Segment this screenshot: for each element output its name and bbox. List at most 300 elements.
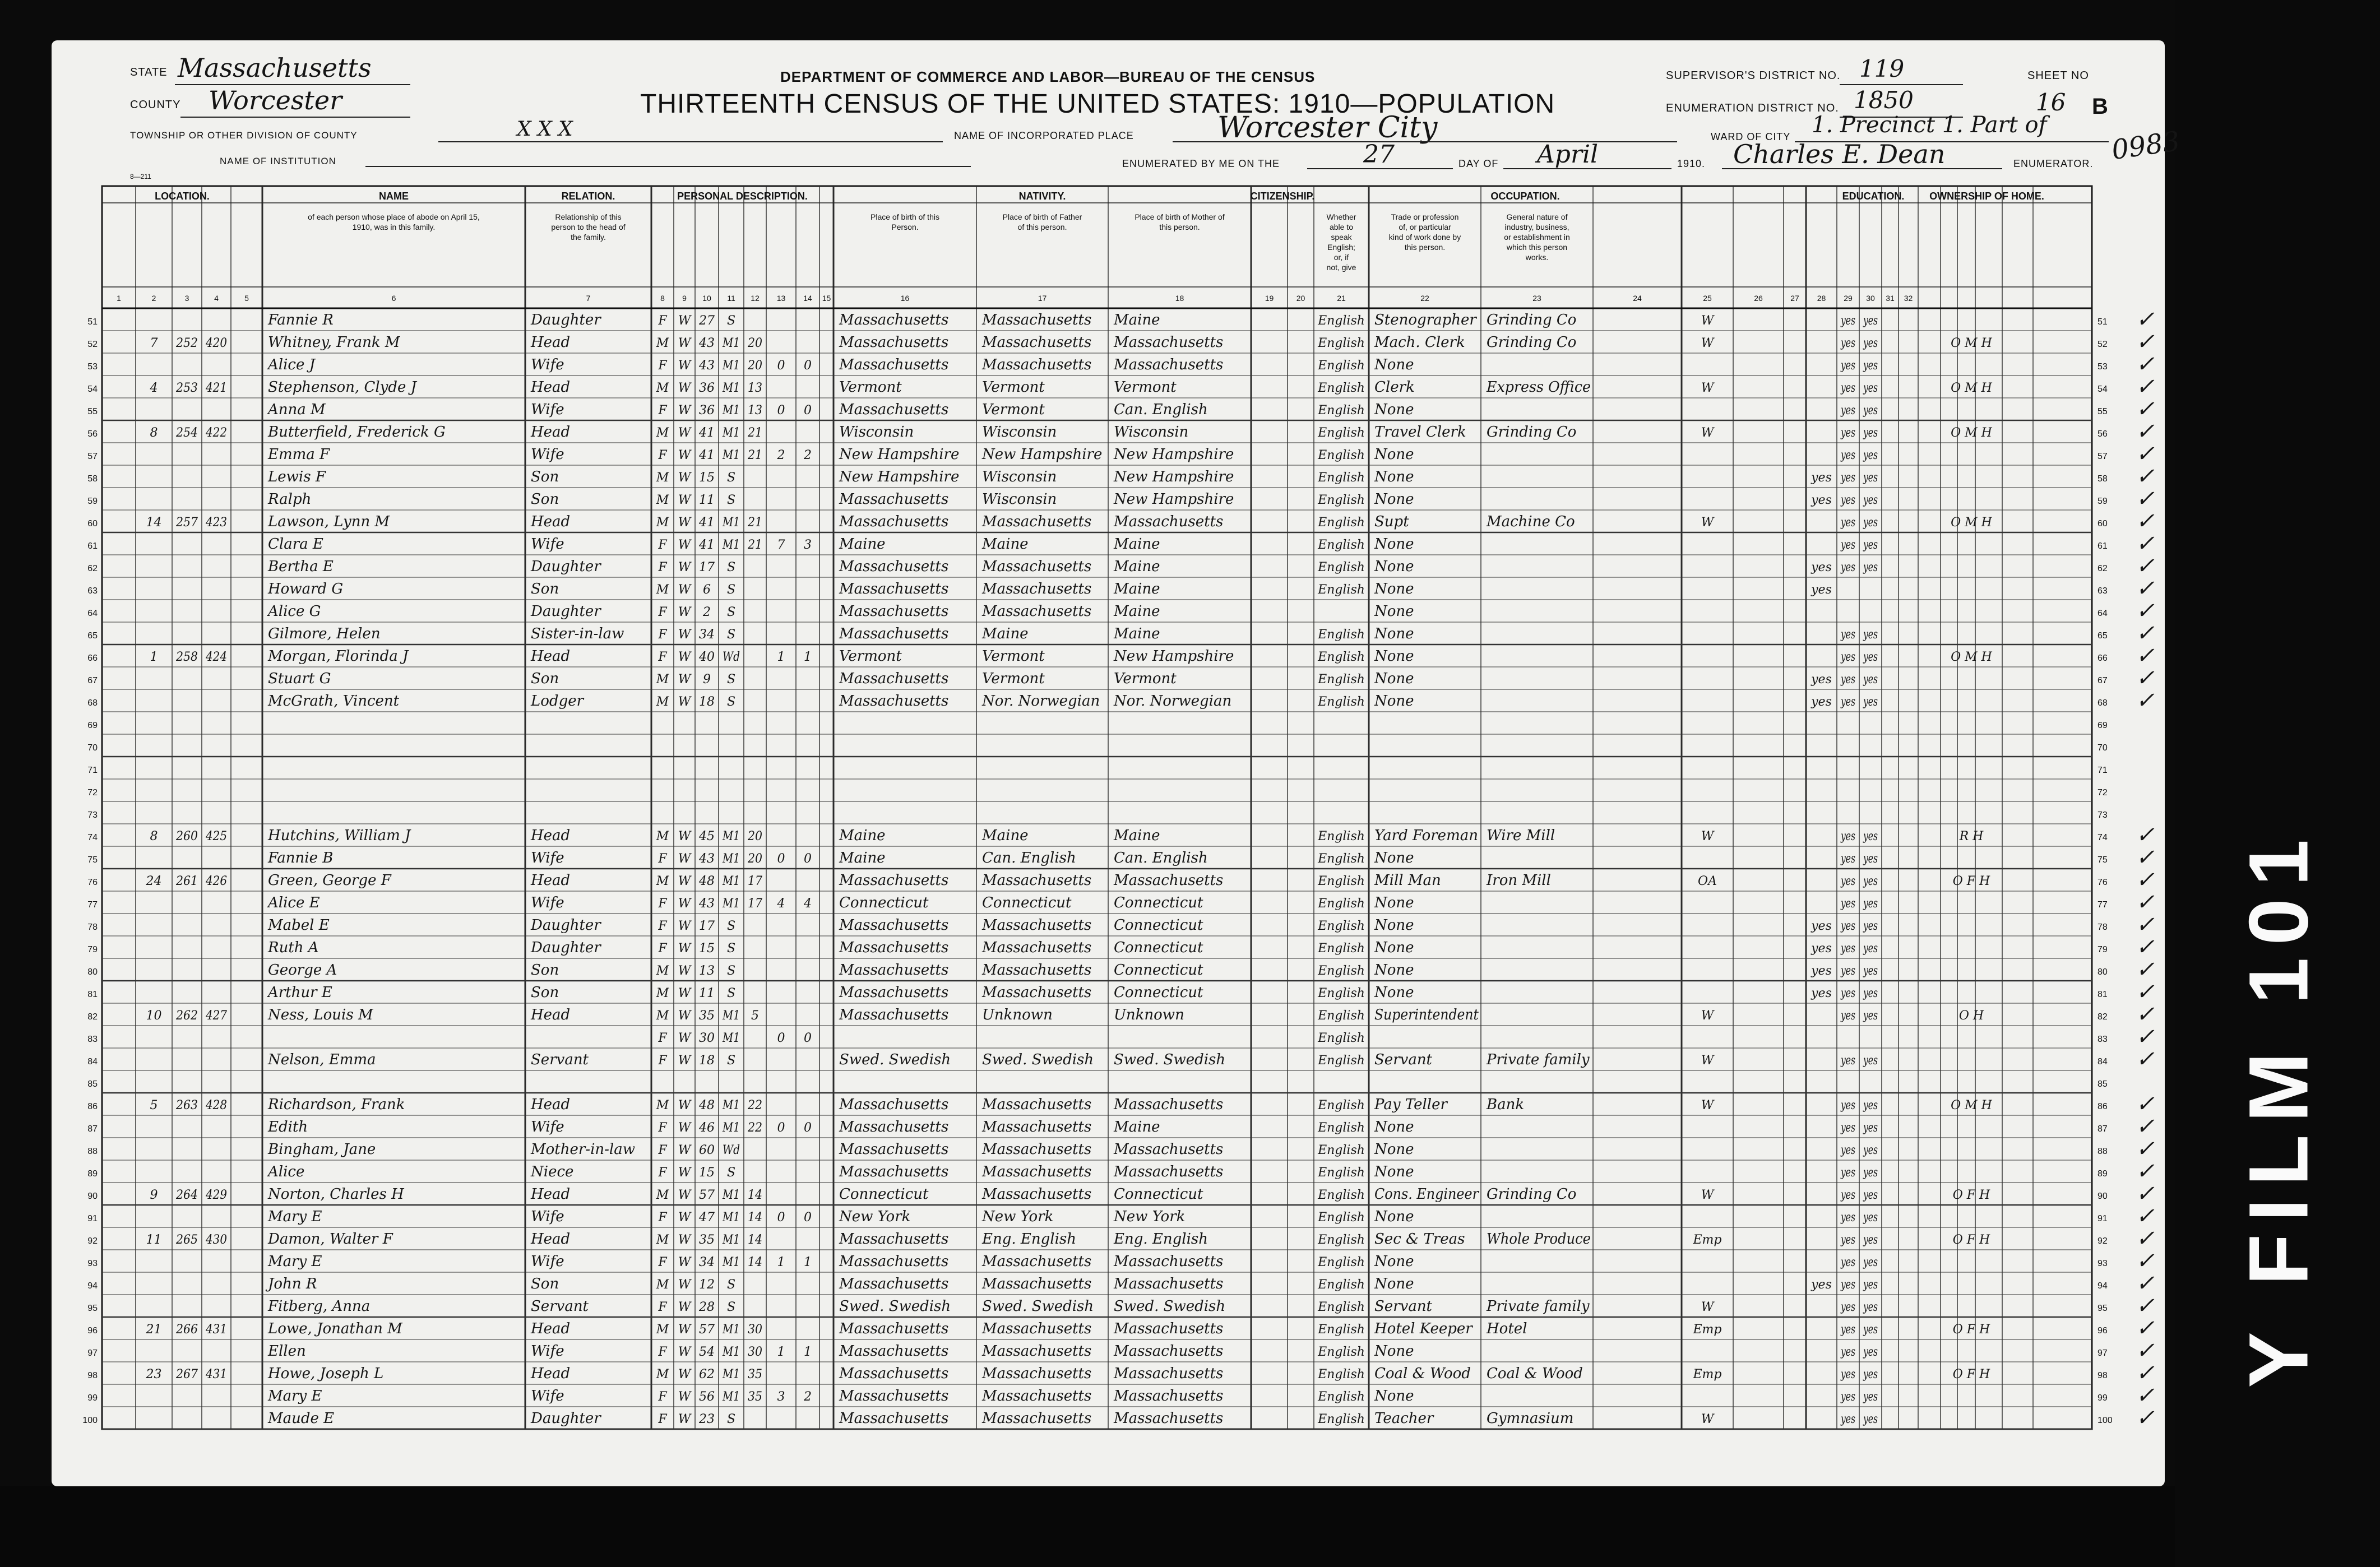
cell-industry: Express Office: [1486, 379, 1591, 396]
cell-relation: Head: [531, 1365, 571, 1382]
cell-trade: None: [1374, 670, 1414, 687]
cell-lang: English: [1318, 538, 1365, 552]
column-number: 31: [1886, 294, 1895, 303]
verification-tick: ✓: [2136, 845, 2155, 870]
line-number-right: 62: [2097, 564, 2108, 573]
cell-marital: M1: [722, 874, 740, 888]
line-number: 92: [87, 1236, 98, 1246]
verification-tick: ✓: [2136, 307, 2155, 332]
cell-name: Howe, Joseph L: [268, 1365, 384, 1382]
cell-name: Fitberg, Anna: [268, 1298, 371, 1315]
department-line: DEPARTMENT OF COMMERCE AND LABOR—BUREAU OF THE CENSUS: [780, 68, 1316, 85]
enumeration-label: ENUMERATION DISTRICT NO.: [1666, 102, 1839, 114]
enumerated-month: April: [1537, 140, 1599, 169]
cell-age: 2: [703, 605, 711, 619]
line-number-right: 99: [2097, 1393, 2108, 1403]
line-number: 70: [87, 743, 98, 753]
cell-mother: Maine: [1114, 625, 1160, 642]
cell-marital: M1: [722, 359, 740, 373]
cell-race: W: [678, 1323, 691, 1337]
cell-age: 11: [699, 986, 715, 1000]
cell-age: 27: [699, 314, 715, 328]
ward-value: 1. Precinct 1. Part of: [1812, 112, 2047, 138]
cell-years: 30: [748, 1345, 762, 1359]
cell-sex: M: [656, 583, 669, 597]
column-subheading: or, if: [1333, 253, 1349, 262]
cell-father: Massachusetts: [982, 1276, 1092, 1292]
cell-race: W: [678, 986, 691, 1000]
cell-mother: Maine: [1114, 827, 1160, 844]
cell-relation: Niece: [531, 1163, 574, 1180]
line-number-right: 54: [2097, 384, 2108, 394]
cell-emp: W: [1701, 1188, 1714, 1202]
cell-birth: Massachusetts: [839, 334, 949, 351]
line-number-right: 58: [2097, 474, 2108, 484]
cell-name: Damon, Walter F: [268, 1231, 393, 1248]
cell-trade: None: [1374, 491, 1414, 508]
cell-years: 17: [748, 874, 762, 888]
cell-street: 11: [146, 1233, 162, 1247]
line-number-right: 84: [2097, 1057, 2108, 1067]
cell-name: Lawson, Lynn M: [268, 513, 390, 530]
cell-trade: Sec & Treas: [1374, 1231, 1465, 1248]
line-number: 55: [87, 407, 98, 416]
cell-sex: F: [658, 1031, 667, 1045]
cell-mother: Unknown: [1114, 1007, 1184, 1023]
column-subheading: which this person: [1506, 243, 1568, 252]
cell-emp: W: [1701, 1054, 1714, 1068]
cell-write: yes: [1863, 314, 1878, 328]
cell-trade: Stenographer: [1374, 312, 1476, 328]
cell-write: yes: [1863, 1255, 1878, 1269]
cell-mother: Maine: [1114, 312, 1160, 328]
cell-age: 17: [699, 919, 715, 933]
cell-marital: M1: [722, 1031, 740, 1045]
column-group-title: PERSONAL DESCRIPTION.: [677, 191, 808, 202]
cell-write: yes: [1863, 426, 1878, 440]
verification-tick: ✓: [2136, 1158, 2155, 1184]
verification-tick: ✓: [2136, 374, 2155, 400]
cell-lang: English: [1318, 897, 1365, 911]
cell-sex: M: [656, 874, 669, 888]
cell-years: 14: [748, 1233, 762, 1247]
cell-birth: Massachusetts: [839, 1007, 949, 1023]
cell-living: 4: [804, 897, 812, 911]
verification-tick: ✓: [2136, 688, 2155, 713]
cell-emp: Emp: [1693, 1233, 1722, 1247]
cell-name: Clara E: [268, 536, 323, 553]
cell-write: yes: [1863, 1300, 1878, 1314]
line-number-right: 63: [2097, 586, 2108, 596]
cell-write: yes: [1863, 1412, 1878, 1426]
cell-father: Wisconsin: [982, 469, 1057, 485]
cell-sex: M: [656, 986, 669, 1000]
cell-read: yes: [1840, 829, 1855, 843]
cell-lang: English: [1318, 583, 1365, 597]
film-label: [2211, 827, 2346, 1435]
column-group-title: EDUCATION.: [1842, 191, 1905, 202]
cell-lang: English: [1318, 1390, 1365, 1404]
cell-age: 13: [699, 964, 715, 978]
line-number-right: 94: [2097, 1281, 2108, 1291]
cell-trade: None: [1374, 1276, 1414, 1292]
cell-mother: Vermont: [1114, 379, 1177, 396]
cell-relation: Daughter: [531, 917, 601, 934]
cell-dwelling: 258: [175, 650, 198, 664]
cell-home: O M H: [1951, 426, 1992, 440]
cell-trade: None: [1374, 625, 1414, 642]
cell-trade: None: [1374, 984, 1414, 1001]
cell-living: 0: [804, 1031, 812, 1045]
cell-read: yes: [1840, 359, 1855, 373]
line-number: 76: [87, 878, 98, 887]
column-number: 9: [682, 294, 687, 303]
column-number: 10: [702, 294, 711, 303]
verification-tick: ✓: [2136, 486, 2155, 512]
cell-home: O F H: [1952, 1188, 1990, 1202]
line-number: 72: [87, 788, 98, 798]
cell-lang: English: [1318, 874, 1365, 888]
line-number: 57: [87, 452, 98, 461]
cell-read: yes: [1840, 1098, 1855, 1112]
cell-birth: Maine: [839, 827, 886, 844]
cell-dwelling: 265: [175, 1233, 198, 1247]
line-number-right: 70: [2097, 743, 2108, 753]
cell-read: yes: [1840, 1166, 1855, 1180]
cell-trade: None: [1374, 648, 1414, 665]
cell-trade: Mach. Clerk: [1374, 334, 1465, 351]
column-group-title: LOCATION.: [155, 191, 210, 202]
cell-father: Massachusetts: [982, 513, 1092, 530]
cell-name: Nelson, Emma: [268, 1051, 376, 1068]
line-number-right: 82: [2097, 1012, 2108, 1022]
cell-marital: M1: [722, 897, 740, 911]
cell-relation: Son: [531, 984, 559, 1001]
cell-mother: Massachusetts: [1114, 1253, 1224, 1270]
line-number-right: 85: [2097, 1079, 2108, 1089]
cell-sex: M: [656, 426, 669, 440]
cell-mother: Massachusetts: [1114, 1096, 1224, 1113]
cell-write: yes: [1863, 359, 1878, 373]
cell-mother: Massachusetts: [1114, 1365, 1224, 1382]
line-number-right: 90: [2097, 1192, 2108, 1201]
cell-marital: S: [726, 583, 736, 597]
line-number-right: 69: [2097, 721, 2108, 730]
cell-marital: M1: [722, 336, 740, 350]
cell-mother: New Hampshire: [1114, 469, 1234, 485]
cell-name: Mabel E: [268, 917, 330, 934]
cell-race: W: [678, 897, 691, 911]
cell-living: 3: [804, 538, 812, 552]
cell-race: W: [678, 1188, 691, 1202]
line-number-right: 76: [2097, 878, 2108, 887]
cell-race: W: [678, 1345, 691, 1359]
cell-emp: W: [1701, 516, 1714, 530]
cell-race: W: [678, 560, 691, 574]
cell-lang: English: [1318, 471, 1365, 485]
cell-lang: English: [1318, 1323, 1365, 1337]
line-number-right: 72: [2097, 788, 2108, 798]
cell-read: yes: [1840, 695, 1855, 709]
cell-mother: New Hampshire: [1114, 446, 1234, 463]
cell-sex: F: [658, 359, 667, 373]
cell-write: yes: [1863, 1211, 1878, 1225]
cell-home: R H: [1959, 829, 1984, 843]
cell-marital: M1: [722, 426, 740, 440]
cell-birth: Massachusetts: [839, 872, 949, 889]
cell-marital: M1: [722, 1255, 740, 1269]
cell-age: 40: [699, 650, 715, 664]
cell-age: 15: [699, 471, 715, 485]
cell-race: W: [678, 1278, 691, 1292]
cell-relation: Wife: [531, 1208, 564, 1225]
cell-family: 430: [205, 1233, 227, 1247]
cell-lang: English: [1318, 1121, 1365, 1135]
line-number-right: 53: [2097, 362, 2108, 372]
cell-marital: M1: [722, 1390, 740, 1404]
line-number: 97: [87, 1348, 98, 1358]
line-number-right: 78: [2097, 922, 2108, 932]
verification-tick: ✓: [2136, 934, 2155, 960]
cell-mother: New Hampshire: [1114, 491, 1234, 508]
column-number: 24: [1633, 294, 1642, 303]
cell-industry: Grinding Co: [1487, 1186, 1577, 1203]
cell-street: 5: [150, 1098, 158, 1112]
cell-trade: None: [1374, 1163, 1414, 1180]
cell-mother: Connecticut: [1114, 939, 1203, 956]
cell-name: Maude E: [268, 1410, 335, 1427]
cell-lang: English: [1318, 1278, 1365, 1292]
cell-name: Anna M: [268, 401, 326, 418]
cell-mother: Vermont: [1114, 670, 1177, 687]
cell-birth: Massachusetts: [839, 513, 949, 530]
line-number-right: 83: [2097, 1035, 2108, 1044]
cell-marital: S: [726, 1300, 736, 1314]
column-number: 5: [244, 294, 249, 303]
line-number: 51: [87, 317, 98, 327]
column-number: 13: [776, 294, 786, 303]
cell-read: yes: [1840, 874, 1855, 888]
cell-write: yes: [1863, 964, 1878, 978]
cell-name: John R: [268, 1276, 317, 1292]
cell-write: yes: [1863, 448, 1878, 462]
cell-write: yes: [1863, 336, 1878, 350]
cell-write: yes: [1863, 1098, 1878, 1112]
verification-tick: ✓: [2136, 1181, 2155, 1207]
cell-born: 0: [777, 404, 785, 418]
cell-race: W: [678, 448, 691, 462]
cell-years: 5: [751, 1009, 759, 1023]
cell-marital: S: [726, 1166, 736, 1180]
cell-mother: Massachusetts: [1114, 356, 1224, 373]
cell-lang: English: [1318, 964, 1365, 978]
cell-mother: New York: [1114, 1208, 1186, 1225]
column-subheading: Place of birth of Father: [1002, 212, 1082, 221]
cell-write: yes: [1863, 829, 1878, 843]
cell-mother: Maine: [1114, 603, 1160, 620]
cell-trade: None: [1374, 536, 1414, 553]
column-number: 15: [822, 294, 831, 303]
verification-tick: ✓: [2136, 1315, 2155, 1341]
line-number-right: 60: [2097, 519, 2108, 528]
cell-home: O F H: [1952, 1323, 1990, 1337]
cell-trade: None: [1374, 1253, 1414, 1270]
cell-relation: Servant: [531, 1298, 589, 1315]
cell-father: Connecticut: [982, 894, 1072, 911]
verification-tick: ✓: [2136, 553, 2155, 579]
cell-relation: Daughter: [531, 558, 601, 575]
cell-race: W: [678, 1300, 691, 1314]
column-subheading: of, or particular: [1399, 222, 1451, 231]
cell-name: Stuart G: [268, 670, 331, 687]
line-number-right: 71: [2097, 766, 2108, 775]
supervisor-value: 119: [1859, 55, 1905, 82]
cell-read: yes: [1840, 1054, 1855, 1068]
cell-birth: Massachusetts: [839, 984, 949, 1001]
cell-race: W: [678, 650, 691, 664]
cell-race: W: [678, 381, 691, 395]
cell-birth: Massachusetts: [839, 939, 949, 956]
cell-name: Alice G: [268, 603, 321, 620]
column-subheading: General nature of: [1506, 212, 1568, 221]
cell-born: 2: [777, 448, 785, 462]
cell-race: W: [678, 1031, 691, 1045]
cell-relation: Head: [531, 827, 571, 844]
cell-race: W: [678, 314, 691, 328]
cell-mother: Massachusetts: [1114, 1163, 1224, 1180]
verification-tick: ✓: [2136, 1024, 2155, 1050]
cell-birth: Massachusetts: [839, 356, 949, 373]
cell-read: yes: [1840, 919, 1855, 933]
cell-lang: English: [1318, 381, 1365, 395]
cell-lang: English: [1318, 1300, 1365, 1314]
cell-trade: Servant: [1374, 1298, 1433, 1315]
cell-sex: F: [658, 1166, 667, 1180]
cell-age: 18: [699, 695, 715, 709]
cell-father: Massachusetts: [982, 1365, 1092, 1382]
column-subheading: Trade or profession: [1391, 212, 1459, 221]
line-number: 53: [87, 362, 98, 372]
cell-years: 21: [747, 538, 762, 552]
cell-lang: English: [1318, 852, 1365, 866]
cell-name: Stephenson, Clyde J: [268, 379, 417, 396]
cell-years: 22: [747, 1098, 762, 1112]
verification-tick: ✓: [2136, 1383, 2155, 1408]
cell-write: yes: [1863, 695, 1878, 709]
cell-age: 48: [699, 1098, 715, 1112]
cell-living: 0: [804, 1211, 812, 1225]
cell-father: Swed. Swedish: [982, 1298, 1094, 1315]
cell-read: yes: [1840, 1255, 1855, 1269]
cell-home: O F H: [1952, 1367, 1990, 1381]
cell-age: 9: [703, 673, 711, 687]
cell-name: Ruth A: [268, 939, 319, 956]
cell-marital: S: [726, 605, 736, 619]
cell-family: 424: [205, 650, 227, 664]
cell-years: 35: [748, 1390, 762, 1404]
cell-age: 17: [699, 560, 715, 574]
cell-sex: M: [656, 695, 669, 709]
cell-relation: Head: [531, 1320, 571, 1337]
cell-emp: W: [1701, 1009, 1714, 1023]
cell-race: W: [678, 852, 691, 866]
cell-years: 20: [747, 829, 762, 843]
cell-living: 2: [804, 448, 812, 462]
cell-age: 43: [699, 852, 715, 866]
line-number-right: 61: [2097, 541, 2108, 551]
cell-lang: English: [1318, 493, 1365, 507]
cell-read: yes: [1840, 1412, 1855, 1426]
cell-lang: English: [1318, 336, 1365, 350]
cell-school: yes: [1811, 942, 1832, 956]
line-number-right: 95: [2097, 1304, 2108, 1313]
year-label: 1910.: [1677, 158, 1706, 169]
cell-race: W: [678, 516, 691, 530]
line-number: 54: [87, 384, 98, 394]
cell-race: W: [678, 1098, 691, 1112]
cell-born: 7: [777, 538, 785, 552]
cell-sex: F: [658, 1300, 667, 1314]
cell-sex: F: [658, 1412, 667, 1426]
cell-street: 21: [146, 1323, 162, 1337]
cell-name: Emma F: [268, 446, 330, 463]
cell-name: Morgan, Florinda J: [268, 648, 409, 665]
cell-relation: Head: [531, 424, 571, 441]
cell-family: 423: [205, 516, 227, 530]
cell-lang: English: [1318, 359, 1365, 373]
cell-name: Bertha E: [268, 558, 334, 575]
cell-dwelling: 266: [175, 1323, 198, 1337]
column-group-title: OCCUPATION.: [1490, 191, 1560, 202]
cell-father: Massachusetts: [982, 1410, 1092, 1427]
column-number: 3: [184, 294, 189, 303]
cell-name: Richardson, Frank: [268, 1096, 405, 1113]
cell-trade: None: [1374, 1388, 1414, 1404]
cell-age: 43: [699, 336, 715, 350]
cell-name: Alice: [268, 1163, 305, 1180]
cell-relation: Wife: [531, 1343, 564, 1360]
cell-birth: New York: [839, 1208, 911, 1225]
cell-sex: M: [656, 471, 669, 485]
cell-marital: S: [726, 1412, 736, 1426]
cell-read: yes: [1840, 1323, 1855, 1337]
cell-trade: None: [1374, 469, 1414, 485]
column-number: 26: [1754, 294, 1763, 303]
cell-relation: Wife: [531, 1119, 564, 1135]
cell-read: yes: [1840, 1009, 1855, 1023]
cell-birth: Massachusetts: [839, 1253, 949, 1270]
cell-trade: None: [1374, 1343, 1414, 1360]
cell-father: Massachusetts: [982, 1186, 1092, 1203]
cell-mother: Massachusetts: [1114, 1388, 1224, 1404]
cell-name: Arthur E: [268, 984, 332, 1001]
cell-marital: S: [726, 986, 736, 1000]
line-number-right: 100: [2097, 1416, 2113, 1425]
cell-birth: Massachusetts: [839, 1410, 949, 1427]
cell-write: yes: [1863, 650, 1878, 664]
cell-relation: Head: [531, 379, 571, 396]
cell-sex: F: [658, 1054, 667, 1068]
cell-father: Vermont: [982, 401, 1045, 418]
cell-write: yes: [1863, 471, 1878, 485]
sheet-value: 16: [2036, 89, 2066, 116]
cell-years: 21: [747, 516, 762, 530]
cell-relation: Head: [531, 1096, 571, 1113]
cell-mother: Maine: [1114, 536, 1160, 553]
cell-years: 30: [748, 1323, 762, 1337]
verification-tick: ✓: [2136, 1360, 2155, 1386]
cell-write: yes: [1863, 1367, 1878, 1381]
